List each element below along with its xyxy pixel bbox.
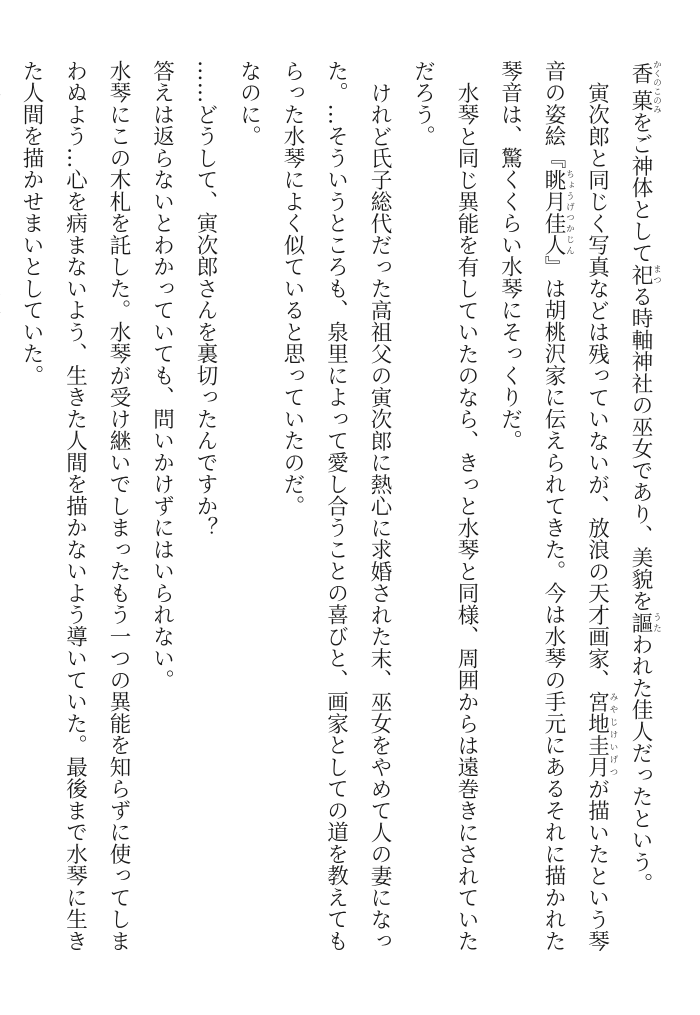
text-segment: われた佳人だったという。 (628, 633, 653, 895)
text-segment: 水琴と同じ異能を有していたのなら、きっと水琴と同様、周囲からは遠巻きにされていただろう。 (410, 60, 479, 952)
paragraph-2 (488, 60, 619, 955)
text-segment: が描いたという琴音の姿絵『 (541, 60, 610, 952)
text-segment: 寅次郎と同じく写真などは残っていないが、放浪の天才画家、 (584, 81, 610, 691)
ruby-matsu: 祀まつ (628, 263, 662, 286)
text-segment: をご神体として (628, 111, 653, 264)
ruby-miyaji-keigetsu: 宮地圭月みやじけいげつ (584, 690, 618, 778)
ruby-kakunokonomi: 香菓かくのこのみ (628, 60, 662, 114)
text-segment: なのに。 (236, 60, 262, 147)
paragraph-9 (0, 60, 10, 955)
paragraph-3 (401, 60, 488, 955)
text-segment (0, 60, 1, 952)
text-segment: 答えは返らないとわかっていても、問いかけずにはいられない。 (149, 60, 175, 691)
vertical-text-body (19, 60, 662, 955)
paragraph-4 (271, 60, 402, 955)
text-segment: ……どうして、寅次郎さんを裏切ったんですか？ (193, 60, 218, 539)
text-segment: る時軸神社の巫女であり、美貌を (628, 285, 653, 612)
paragraph-7 (140, 60, 184, 955)
paragraph-6 (184, 60, 228, 955)
text-segment: 水琴にこの木札を託した。水琴が受け継いでしまったもう一つの異能を知らずに使ってしまわぬよう…心を病まないよう、生きた人間を描かないよう導いていた。最後まで水琴に生きた人間を描かせまいとしていた。 (19, 60, 131, 952)
paragraph-1 (619, 60, 663, 955)
text-segment: 』は胡桃沢家に伝えられてきた。今は水琴の手元にあるそれに描かれた琴音は、驚くくらい水琴にそっくりだ。 (497, 60, 566, 952)
ruby-chougetsu-kajin: 眺月佳人ちょうげつかじん (541, 168, 575, 256)
text-segment: けれど氏子総代だった高祖父の寅次郎に熱心に求婚された末、巫女をやめて人の妻になった。…そういうところも、泉里によって愛し合うことの喜びと、画家としての道を教えてもらった水琴によく似ていると思っていたのだ。 (280, 60, 392, 952)
ruby-uta: 謳うた (628, 611, 662, 634)
paragraph-5 (227, 60, 271, 955)
paragraph-8 (10, 60, 141, 955)
